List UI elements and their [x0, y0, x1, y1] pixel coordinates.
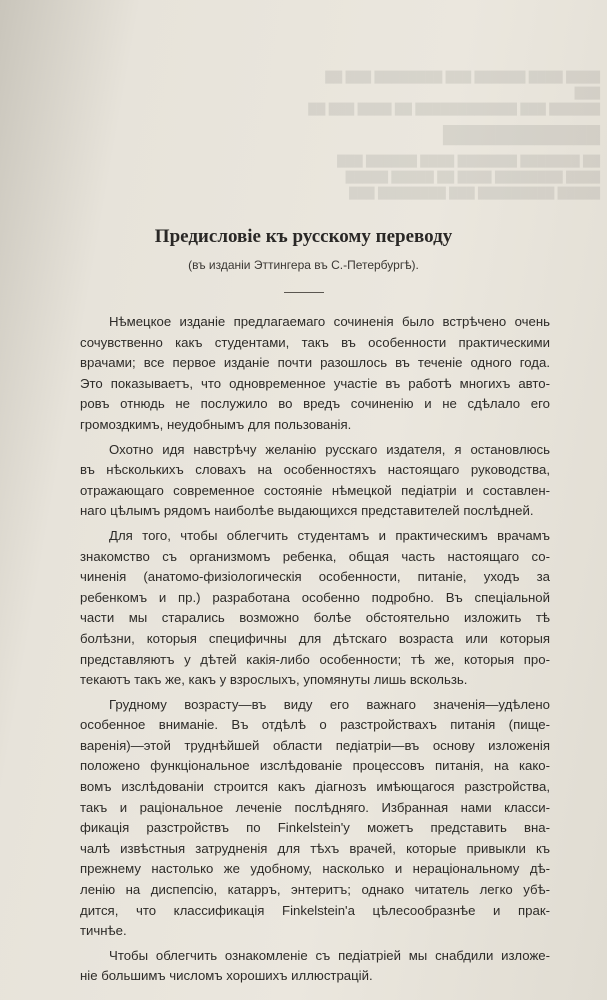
text-line: Это показываетъ, что одновременное участіе въ работѣ многихъ авто- [80, 375, 550, 391]
text-line: ленію на диспепсію, катарръ, энтеритъ; однако читатель легко убѣ- [80, 882, 550, 898]
text-line: болѣзни, которыя специфичны для дѣтскаго возраста или которыя [80, 630, 550, 646]
text-line: сочувственно какъ студентами, такъ въ особенности практическими [80, 334, 550, 350]
text-line: фикація разстройствъ по Finkelstein'у можетъ представить вна- [80, 820, 550, 836]
paragraph-4 [80, 695, 550, 942]
text-line: отражающаго современное состояніе нѣмецкой педіатріи и составлен- [80, 482, 550, 498]
text-line: варенія)—этой труднѣйшей области педіатріи—въ основу изложенія [80, 737, 550, 753]
text-line: положено функціональное изслѣдованіе процессовъ питанія, на како- [80, 758, 550, 774]
text-line: чиненія (анатомо-физіологическія особенности, питаніе, уходъ за [80, 569, 550, 585]
preface-subtitle: (въ изданіи Эттингера въ С.-Петербургѣ). [188, 258, 419, 272]
preface-body [80, 312, 550, 991]
preface-title: Предисловіе къ русскому переводу [154, 226, 453, 247]
text-line: особенное вниманіе. Въ отдѣлѣ о разстройствахъ питанія (пище- [80, 717, 550, 733]
text-line: текаютъ такъ же, какъ у взрослыхъ, упомянуты лишь вскользь. [80, 672, 468, 688]
text-line: дится, что классификація Finkelstein'a цѣлесообразнѣе и прак- [80, 902, 550, 918]
text-line: Грудному возрасту—въ виду его важнаго значенія—удѣлено [109, 696, 550, 712]
text-line: знакомство съ организмомъ ребенка, общая часть настоящаго со- [80, 548, 550, 564]
text-line: представляютъ у дѣтей какія-либо особенности; тѣ же, которыя про- [80, 651, 550, 667]
paragraph-2 [80, 440, 550, 522]
text-line: громоздкимъ, неудобнымъ для пользованія. [80, 416, 352, 432]
text-line: части мы старались возможно болѣе обстоятельно изложить тѣ [80, 610, 550, 626]
text-line: такъ и раціональное леченіе послѣдняго. Избранная нами класси- [80, 799, 550, 815]
text-line: Охотно идя навстрѣчу желанію русскаго издателя, я остановлюсь [109, 441, 550, 457]
text-line: тичнѣе. [80, 923, 127, 939]
text-line: вомъ изслѣдованіи строится какъ діагнозъ имѣющагося разстройства, [80, 779, 550, 795]
text-line: Чтобы облегчить ознакомленіе съ педіатріей мы снабдили изложе- [109, 947, 550, 963]
text-line: врачами; все первое изданіе почти разошлось въ теченіе одного года. [80, 355, 550, 371]
paragraph-3 [80, 526, 550, 691]
paragraph-1 [80, 312, 550, 436]
text-line: наго цѣлымъ рядомъ наиболѣе выдающихся представителей послѣдней. [80, 503, 534, 519]
text-line: Для того, чтобы облегчить студентамъ и практическимъ врачамъ [109, 527, 550, 543]
show-through-text: ████ ████ ██████ ███ ████████ ███ ██ ███ ██████ ███ ████████████ ██ ████ ███ ██ ████████████ ██ ███████ ███████ ████ ██████ ███ ████ ████████ ████ ██ █████ █████ █████ █████████ ███ ████████ ███ [308, 71, 600, 200]
text-line: чалѣ извѣстныя затрудненія для тѣхъ врачей, которые привыкли къ [80, 840, 550, 856]
text-line: Нѣмецкое изданіе предлагаемаго сочиненія было встрѣчено очень [109, 314, 550, 329]
text-line: прежнему настолько же удобному, насколько и нераціональному дѣ- [80, 861, 550, 877]
title-divider [284, 292, 324, 293]
text-line: ровъ отнюдь не послужило во вредъ сочиненію и не сдѣлало его [80, 396, 550, 412]
text-line: ніе большимъ числомъ хорошихъ иллюстрацій. [80, 968, 373, 984]
text-line: въ нѣсколькихъ словахъ на особенностяхъ настоящаго руководства, [80, 462, 550, 478]
paragraph-5 [80, 946, 550, 987]
text-line: ребенкомъ и пр.) разработана особенно подробно. Въ спеціальной [80, 589, 550, 605]
